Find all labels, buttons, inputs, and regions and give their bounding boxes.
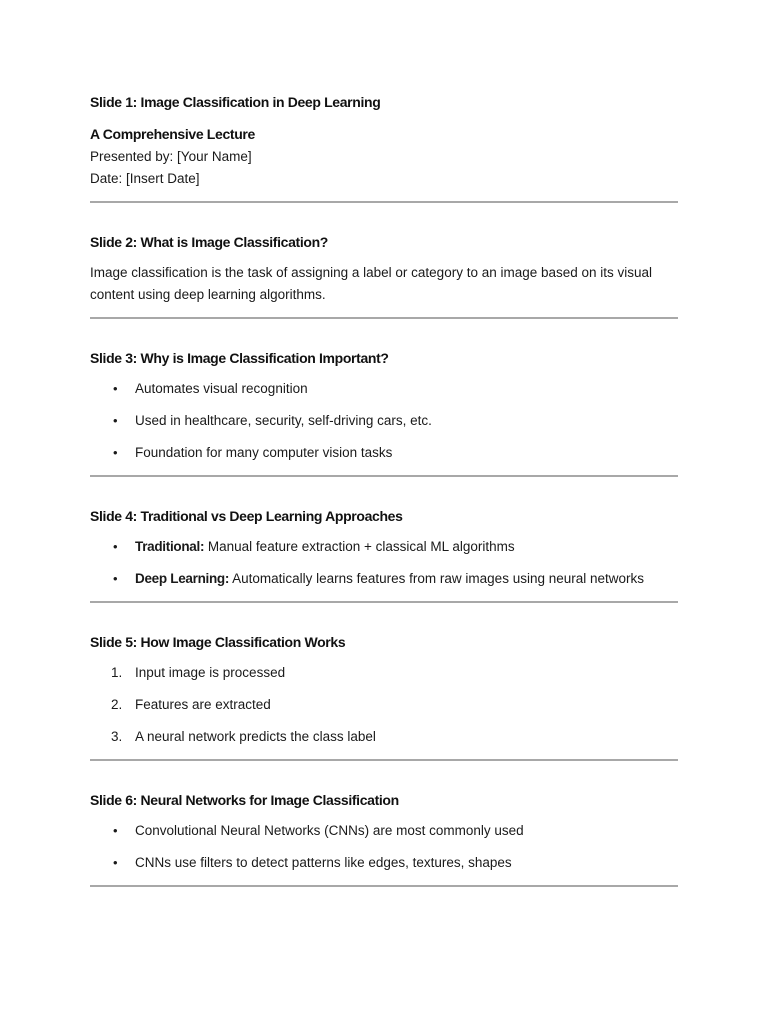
slide-1-section <box>90 92 678 203</box>
presenter-line: Presented by: [Your Name] <box>90 149 252 164</box>
list-item <box>90 662 678 684</box>
list-item-text: Foundation for many computer vision tasks <box>135 445 393 460</box>
slide-2-title: Slide 2: What is Image Classification? <box>90 234 328 250</box>
slide-4-list <box>90 536 678 590</box>
list-item-text: Features are extracted <box>135 697 271 712</box>
slide-3-list <box>90 378 678 464</box>
list-item-text: Input image is processed <box>135 665 286 680</box>
slide-6-section <box>90 790 678 887</box>
section-divider <box>90 475 678 477</box>
bullet-marker: • <box>113 539 118 554</box>
slide-6-list <box>90 820 678 874</box>
list-item <box>90 726 678 748</box>
slide-2-text: Image classification is the task of assigning a label or category to an image based on its visual content using deep learning algorithms. <box>90 265 653 302</box>
slide-1-title: Slide 1: Image Classification in Deep Learning <box>90 94 381 110</box>
list-item-text: A neural network predicts the class label <box>135 729 376 744</box>
step-number: 3. <box>111 729 123 744</box>
slide-2-section <box>90 232 678 319</box>
bullet-marker: • <box>113 381 118 396</box>
section-divider <box>90 317 678 319</box>
bullet-marker: • <box>113 413 118 428</box>
section-divider <box>90 201 678 203</box>
slide-4-section <box>90 506 678 603</box>
step-number: 1. <box>111 665 123 680</box>
list-item-text: Manual feature extraction + classical ML algorithms <box>204 539 515 554</box>
bullet-marker: • <box>113 823 118 838</box>
list-item <box>90 442 678 464</box>
list-item <box>90 568 678 590</box>
list-item-text: Used in healthcare, security, self-driving cars, etc. <box>135 413 432 428</box>
list-item <box>90 536 678 558</box>
list-item <box>90 410 678 432</box>
step-number: 2. <box>111 697 123 712</box>
list-item-text: Convolutional Neural Networks (CNNs) are most commonly used <box>135 823 524 838</box>
slide-1-subtitle: A Comprehensive Lecture <box>90 126 255 142</box>
term-label: Traditional: <box>135 539 205 554</box>
date-line: Date: [Insert Date] <box>90 171 200 186</box>
slide-6-title: Slide 6: Neural Networks for Image Classification <box>90 792 399 808</box>
list-item-text: Automates visual recognition <box>135 381 308 396</box>
list-item-text: CNNs use filters to detect patterns like edges, textures, shapes <box>135 855 512 870</box>
slide-3-title: Slide 3: Why is Image Classification Important? <box>90 350 389 366</box>
bullet-marker: • <box>113 445 118 460</box>
document-page <box>90 92 678 887</box>
list-item <box>90 820 678 842</box>
list-item <box>90 378 678 400</box>
slide-3-section <box>90 348 678 477</box>
section-divider <box>90 759 678 761</box>
bullet-marker: • <box>113 855 118 870</box>
list-item <box>90 694 678 716</box>
list-item-text: Automatically learns features from raw images using neural networks <box>229 571 645 586</box>
slide-5-steps <box>90 662 678 748</box>
bullet-marker: • <box>113 571 118 586</box>
slide-5-title: Slide 5: How Image Classification Works <box>90 634 346 650</box>
list-item <box>90 852 678 874</box>
section-divider <box>90 885 678 887</box>
term-label: Deep Learning: <box>135 571 230 586</box>
slide-5-section <box>90 632 678 761</box>
slide-4-title: Slide 4: Traditional vs Deep Learning Approaches <box>90 508 403 524</box>
section-divider <box>90 601 678 603</box>
